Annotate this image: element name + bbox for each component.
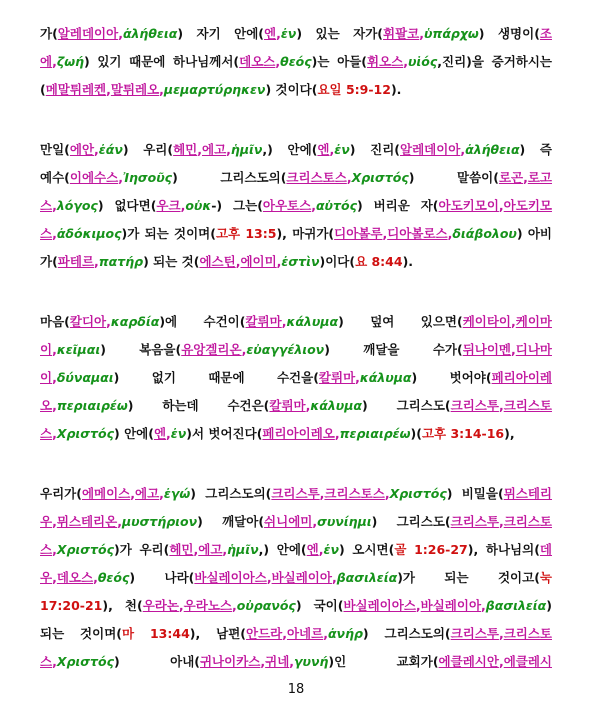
transliteration: , bbox=[403, 54, 408, 69]
transliteration: 우라논 bbox=[142, 598, 179, 613]
transliteration: 데오스 bbox=[56, 570, 94, 585]
transliteration: 스 bbox=[40, 426, 53, 441]
greek-word: κάλυμα bbox=[286, 314, 339, 329]
transliteration: 페리아이레 bbox=[491, 370, 552, 385]
transliteration: , bbox=[329, 142, 335, 157]
greek-word: κεῖμαι bbox=[56, 342, 101, 357]
body-text: ) 되는 것( bbox=[143, 254, 200, 269]
transliteration: , bbox=[334, 426, 340, 441]
body-text: )에 수건이( bbox=[159, 314, 246, 329]
transliteration: , bbox=[52, 370, 57, 385]
transliteration: , bbox=[94, 254, 99, 269]
body-text: ), 마귀가( bbox=[276, 226, 335, 241]
transliteration: , bbox=[275, 54, 281, 69]
transliteration: 우크 bbox=[156, 198, 181, 213]
transliteration: 에고 bbox=[202, 142, 227, 157]
body-text: ), 남편( bbox=[189, 626, 246, 641]
body-text: ) bbox=[546, 598, 552, 613]
transliteration: , bbox=[106, 314, 111, 329]
transliteration: 칼뤼마 bbox=[318, 370, 356, 385]
paragraph bbox=[40, 20, 552, 104]
transliteration: , bbox=[52, 514, 57, 529]
transliteration: 엔 bbox=[317, 142, 330, 157]
transliteration: , bbox=[498, 198, 504, 213]
body-text: 가( bbox=[40, 26, 58, 41]
transliteration: , bbox=[415, 598, 421, 613]
transliteration: , bbox=[52, 198, 57, 213]
transliteration: , bbox=[319, 486, 325, 501]
body-text: ), 천( bbox=[102, 598, 143, 613]
transliteration: , bbox=[118, 26, 123, 41]
body-text: ,진리)을 증거하시는 bbox=[437, 54, 552, 69]
transliteration: , bbox=[118, 170, 123, 185]
greek-word: ἐγώ bbox=[163, 486, 191, 501]
transliteration: , bbox=[197, 142, 203, 157]
transliteration: 알레데이아 bbox=[57, 26, 119, 41]
text-line bbox=[40, 592, 552, 620]
body-text: ) 덮여 있으면( bbox=[338, 314, 463, 329]
paragraph bbox=[40, 136, 552, 276]
transliteration: 바실레이아 bbox=[271, 570, 332, 585]
transliteration: 크리스토 bbox=[503, 514, 552, 529]
transliteration: 이 bbox=[40, 342, 53, 357]
transliteration: , bbox=[52, 570, 57, 585]
greek-word: ἀνήρ bbox=[327, 626, 363, 641]
text-line bbox=[40, 420, 552, 448]
transliteration: , bbox=[231, 598, 237, 613]
transliteration: 스 bbox=[40, 654, 53, 669]
transliteration: , bbox=[355, 370, 360, 385]
transliteration: 메말튀레켄 bbox=[45, 82, 107, 97]
scripture-reference: 고후 13:5 bbox=[215, 226, 277, 241]
page-number: 18 bbox=[287, 682, 305, 697]
greek-word: θεός bbox=[280, 54, 312, 69]
transliteration: 아우토스 bbox=[262, 198, 312, 213]
transliteration: 케이타이 bbox=[462, 314, 512, 329]
greek-word: γυνή bbox=[294, 654, 329, 669]
transliteration: 에고 bbox=[198, 542, 223, 557]
body-text: ) 오시면( bbox=[338, 542, 395, 557]
greek-word: πατήρ bbox=[98, 254, 144, 269]
greek-word: υἱός bbox=[407, 54, 438, 69]
greek-word: ἀλήθεια bbox=[465, 142, 520, 157]
body-text: ) 비밀을( bbox=[446, 486, 504, 501]
body-text: ) 즉 bbox=[519, 142, 552, 157]
body-text: )이다( bbox=[319, 254, 356, 269]
transliteration: 우 bbox=[40, 570, 53, 585]
transliteration: 이 bbox=[40, 370, 53, 385]
transliteration: , bbox=[52, 426, 57, 441]
text-line bbox=[40, 164, 552, 192]
scripture-reference: 마 13:44 bbox=[122, 626, 190, 641]
body-text: ) 그리스도( bbox=[371, 514, 451, 529]
scripture-reference: 17:20-21 bbox=[40, 598, 103, 613]
transliteration: 스 bbox=[40, 542, 53, 557]
greek-word: ἀδόκιμος bbox=[56, 226, 122, 241]
transliteration: , bbox=[511, 314, 516, 329]
greek-word: ἐστὶν bbox=[281, 254, 320, 269]
transliteration: 크리스투 bbox=[450, 514, 499, 529]
greek-word: Ἰησοῦς bbox=[122, 170, 173, 185]
transliteration: , bbox=[312, 514, 318, 529]
transliteration: 로곤 bbox=[498, 170, 524, 185]
body-text: ) 있는 자가( bbox=[296, 26, 383, 41]
transliteration: , bbox=[460, 142, 466, 157]
body-text: ) 안에( bbox=[114, 426, 154, 441]
transliteration: , bbox=[498, 626, 504, 641]
transliteration: 말튀레오 bbox=[110, 82, 160, 97]
transliteration: 아도키모 bbox=[503, 198, 552, 213]
transliteration: , bbox=[281, 314, 287, 329]
body-text: )서 벗어진다( bbox=[186, 426, 263, 441]
transliteration: , bbox=[266, 570, 272, 585]
greek-word: βασιλεία bbox=[485, 598, 547, 613]
body-text: ) 하는데 수건은( bbox=[127, 398, 270, 413]
transliteration: 유앙겔리온 bbox=[181, 342, 242, 357]
transliteration: , bbox=[382, 226, 388, 241]
body-text: 우리가( bbox=[40, 486, 82, 501]
greek-word: ἡμῖν bbox=[230, 142, 263, 157]
text-line bbox=[40, 336, 552, 364]
transliteration: , bbox=[159, 486, 164, 501]
body-text: ) 아비 bbox=[516, 226, 552, 241]
transliteration: , bbox=[346, 170, 352, 185]
transliteration: 칼뤼마 bbox=[269, 398, 306, 413]
transliteration: , bbox=[305, 398, 311, 413]
transliteration: 에메이스 bbox=[81, 486, 131, 501]
transliteration: 아도키모이 bbox=[438, 198, 499, 213]
transliteration: , bbox=[311, 198, 316, 213]
transliteration: 에고 bbox=[135, 486, 160, 501]
body-text: ) 없기 때문에 수건을( bbox=[113, 370, 319, 385]
greek-word: Χριστός bbox=[56, 542, 114, 557]
transliteration: 에클레시안 bbox=[438, 654, 499, 669]
body-text: ). bbox=[390, 82, 402, 97]
greek-word: ἐν bbox=[280, 26, 297, 41]
paragraph bbox=[40, 480, 552, 676]
body-text: ) 우리( bbox=[122, 142, 174, 157]
greek-word: κάλυμα bbox=[310, 398, 362, 413]
text-line bbox=[40, 192, 552, 220]
body-text: ) 그리스도의( bbox=[190, 486, 272, 501]
body-text: -) 그는( bbox=[211, 198, 263, 213]
greek-word: καρδία bbox=[110, 314, 160, 329]
transliteration: 아네르 bbox=[286, 626, 324, 641]
transliteration: , bbox=[481, 598, 486, 613]
body-text: ,) 안에( bbox=[262, 142, 318, 157]
greek-word: ἐν bbox=[334, 142, 350, 157]
body-text: )가 우리( bbox=[114, 542, 170, 557]
body-text: ), 하나님의( bbox=[467, 542, 540, 557]
transliteration: 안드라 bbox=[246, 626, 283, 641]
text-line bbox=[40, 308, 552, 336]
transliteration: , bbox=[276, 254, 282, 269]
transliteration: , bbox=[241, 342, 247, 357]
transliteration: 크리스투 bbox=[450, 398, 499, 413]
transliteration: , bbox=[94, 142, 99, 157]
greek-word: διάβολου bbox=[452, 226, 517, 241]
body-text: ,) 안에( bbox=[258, 542, 307, 557]
transliteration: 에클레시 bbox=[503, 654, 552, 669]
greek-word: αὐτός bbox=[315, 198, 357, 213]
transliteration: , bbox=[384, 486, 390, 501]
transliteration: , bbox=[166, 426, 171, 441]
body-text: ) 깨달을 수가( bbox=[324, 342, 463, 357]
body-text: ) 말씀이( bbox=[408, 170, 499, 185]
scripture-reference: 눅 bbox=[539, 570, 552, 585]
transliteration: 귀네 bbox=[265, 654, 290, 669]
body-text: ) 벗어야( bbox=[411, 370, 492, 385]
body-text: ) 버리운 자( bbox=[356, 198, 439, 213]
greek-word: εὐαγγέλιον bbox=[246, 342, 325, 357]
body-text: ) 국이( bbox=[295, 598, 344, 613]
transliteration: 귀나이카스 bbox=[199, 654, 261, 669]
transliteration: 케이마 bbox=[515, 314, 552, 329]
greek-word: μεμαρτύρηκεν bbox=[163, 82, 266, 97]
scripture-reference: 고후 3:14-16 bbox=[421, 426, 505, 441]
greek-word: θεός bbox=[97, 570, 130, 585]
body-text: ) 있기 때문에 하나님께서( bbox=[83, 54, 240, 69]
transliteration: 바실레이아스 bbox=[343, 598, 416, 613]
transliteration: 뒤나이멘 bbox=[462, 342, 511, 357]
transliteration: , bbox=[193, 542, 199, 557]
transliteration: 데 bbox=[539, 542, 552, 557]
body-text: 마음( bbox=[40, 314, 70, 329]
transliteration: 휘오스 bbox=[366, 54, 404, 69]
body-text: ). bbox=[402, 254, 414, 269]
greek-word: Χριστός bbox=[389, 486, 447, 501]
transliteration: 디아볼로스 bbox=[387, 226, 448, 241]
transliteration: , bbox=[276, 26, 281, 41]
transliteration: 엔 bbox=[306, 542, 319, 557]
greek-word: λόγος bbox=[56, 198, 98, 213]
greek-word: ἐάν bbox=[98, 142, 123, 157]
transliteration: , bbox=[52, 342, 57, 357]
transliteration: 엔 bbox=[264, 26, 277, 41]
greek-word: συνίημι bbox=[317, 514, 372, 529]
transliteration: , bbox=[511, 342, 516, 357]
text-line bbox=[40, 48, 552, 76]
transliteration: 칼디아 bbox=[69, 314, 107, 329]
body-text: )가 되는 것이며( bbox=[121, 226, 216, 241]
text-line bbox=[40, 480, 552, 508]
transliteration: 디아볼루 bbox=[334, 226, 383, 241]
transliteration: 에 bbox=[40, 54, 53, 69]
transliteration: , bbox=[260, 654, 266, 669]
scripture-reference: 요 8:44 bbox=[355, 254, 403, 269]
greek-word: κάλυμα bbox=[359, 370, 412, 385]
text-line bbox=[40, 20, 552, 48]
body-text: )( bbox=[410, 426, 422, 441]
body-text: 가( bbox=[40, 254, 58, 269]
transliteration: 크리스투 bbox=[450, 626, 499, 641]
greek-word: ζωή bbox=[56, 54, 84, 69]
transliteration: 바실레이아 bbox=[420, 598, 482, 613]
text-line bbox=[40, 364, 552, 392]
transliteration: 이에수스 bbox=[69, 170, 119, 185]
body-text: ) 그리스도의( bbox=[362, 626, 451, 641]
transliteration: , bbox=[498, 514, 504, 529]
body-text: )가 되는 것이고( bbox=[397, 570, 540, 585]
greek-word: Χριστός bbox=[351, 170, 409, 185]
greek-word: δύναμαι bbox=[56, 370, 114, 385]
text-line bbox=[40, 392, 552, 420]
text-line bbox=[40, 508, 552, 536]
greek-word: ὑπάρχω bbox=[423, 26, 479, 41]
body-text: 만일( bbox=[40, 142, 70, 157]
scripture-reference: 골 1:26-27 bbox=[394, 542, 468, 557]
transliteration: , bbox=[235, 254, 241, 269]
transliteration: 크리스토 bbox=[503, 626, 552, 641]
transliteration: , bbox=[447, 226, 453, 241]
transliteration: , bbox=[106, 82, 111, 97]
transliteration: 오 bbox=[40, 398, 53, 413]
body-text: ) 생명이( bbox=[478, 26, 540, 41]
transliteration: 에안 bbox=[69, 142, 95, 157]
transliteration: , bbox=[93, 570, 98, 585]
transliteration: 엔 bbox=[153, 426, 167, 441]
transliteration: 스 bbox=[40, 198, 53, 213]
transliteration: , bbox=[52, 654, 57, 669]
transliteration: 크리스투 bbox=[271, 486, 320, 501]
text-line bbox=[40, 648, 552, 676]
transliteration: 칼뤼마 bbox=[245, 314, 282, 329]
body-text: ) 그리스도의( bbox=[172, 170, 287, 185]
paragraph bbox=[40, 308, 552, 448]
body-text: ) 자기 안에( bbox=[177, 26, 265, 41]
transliteration: , bbox=[52, 398, 57, 413]
transliteration: 우 bbox=[40, 514, 53, 529]
transliteration: 헤민 bbox=[173, 142, 198, 157]
transliteration: 헤민 bbox=[169, 542, 194, 557]
transliteration: , bbox=[52, 542, 57, 557]
body-text: )인 교회가( bbox=[328, 654, 439, 669]
body-text: ), bbox=[504, 426, 515, 441]
body-text: ) 것이다( bbox=[265, 82, 318, 97]
transliteration: 쉬니에미 bbox=[264, 514, 313, 529]
greek-word: περιαιρέω bbox=[56, 398, 128, 413]
transliteration: 크리스토 bbox=[503, 398, 552, 413]
text-line bbox=[40, 564, 552, 592]
body-text: ) 깨달아( bbox=[197, 514, 265, 529]
transliteration: , bbox=[498, 654, 504, 669]
transliteration: , bbox=[282, 626, 287, 641]
text-line bbox=[40, 76, 552, 104]
transliteration: 조 bbox=[539, 26, 552, 41]
scripture-reference: 요일 5:9-12 bbox=[317, 82, 391, 97]
body-text: ) 진리( bbox=[349, 142, 400, 157]
text-line bbox=[40, 536, 552, 564]
transliteration: 바실레이아스 bbox=[194, 570, 267, 585]
greek-word: ἡμῖν bbox=[227, 542, 259, 557]
greek-word: βασιλεία bbox=[336, 570, 398, 585]
transliteration: , bbox=[498, 398, 504, 413]
transliteration: , bbox=[180, 198, 186, 213]
text-line bbox=[40, 136, 552, 164]
body-text: ( bbox=[40, 82, 46, 97]
transliteration: , bbox=[130, 486, 136, 501]
transliteration: 페리아이레오 bbox=[262, 426, 335, 441]
body-text: ) 아내( bbox=[114, 654, 200, 669]
text-line bbox=[40, 248, 552, 276]
text-line bbox=[40, 620, 552, 648]
transliteration: 에이미 bbox=[240, 254, 277, 269]
transliteration: 크리스토스 bbox=[286, 170, 347, 185]
transliteration: 파테르 bbox=[57, 254, 95, 269]
transliteration: , bbox=[331, 570, 337, 585]
transliteration: , bbox=[523, 170, 528, 185]
transliteration: , bbox=[178, 598, 184, 613]
transliteration: , bbox=[289, 654, 295, 669]
transliteration: 뮈스테리온 bbox=[56, 514, 118, 529]
body-text: ) 없다면( bbox=[97, 198, 157, 213]
transliteration: , bbox=[318, 542, 324, 557]
transliteration: 데오스 bbox=[239, 54, 276, 69]
transliteration: 디나마 bbox=[515, 342, 552, 357]
body-text: 예수( bbox=[40, 170, 70, 185]
greek-word: οὐρανός bbox=[236, 598, 296, 613]
transliteration: 로고 bbox=[527, 170, 552, 185]
greek-word: Χριστός bbox=[56, 426, 114, 441]
transliteration: , bbox=[222, 542, 228, 557]
greek-word: περιαιρέω bbox=[339, 426, 411, 441]
transliteration: , bbox=[323, 626, 328, 641]
body-text: ) 복음을( bbox=[100, 342, 182, 357]
transliteration: 알레데이아 bbox=[400, 142, 461, 157]
body-text: ) 나라( bbox=[129, 570, 195, 585]
greek-word: Χριστός bbox=[56, 654, 114, 669]
body-text: 되는 것이며( bbox=[40, 626, 122, 641]
body-text: )는 아들( bbox=[311, 54, 367, 69]
transliteration: , bbox=[52, 226, 57, 241]
greek-word: ἀλήθεια bbox=[122, 26, 178, 41]
transliteration: 우라노스 bbox=[183, 598, 232, 613]
transliteration: , bbox=[117, 514, 122, 529]
transliteration: 스 bbox=[40, 226, 53, 241]
document-body bbox=[40, 20, 552, 708]
transliteration: 에스틴 bbox=[199, 254, 236, 269]
body-text: ) 그리스도( bbox=[362, 398, 451, 413]
transliteration: , bbox=[226, 142, 231, 157]
transliteration: 뮈스테리 bbox=[503, 486, 552, 501]
greek-word: ἐν bbox=[323, 542, 339, 557]
greek-word: οὐκ bbox=[185, 198, 212, 213]
text-line bbox=[40, 220, 552, 248]
transliteration: , bbox=[159, 82, 164, 97]
greek-word: ἐν bbox=[170, 426, 187, 441]
transliteration: , bbox=[52, 54, 57, 69]
transliteration: 휘팔코 bbox=[383, 26, 420, 41]
greek-word: μυστήριον bbox=[121, 514, 198, 529]
transliteration: , bbox=[419, 26, 424, 41]
transliteration: 크리스토스 bbox=[324, 486, 385, 501]
